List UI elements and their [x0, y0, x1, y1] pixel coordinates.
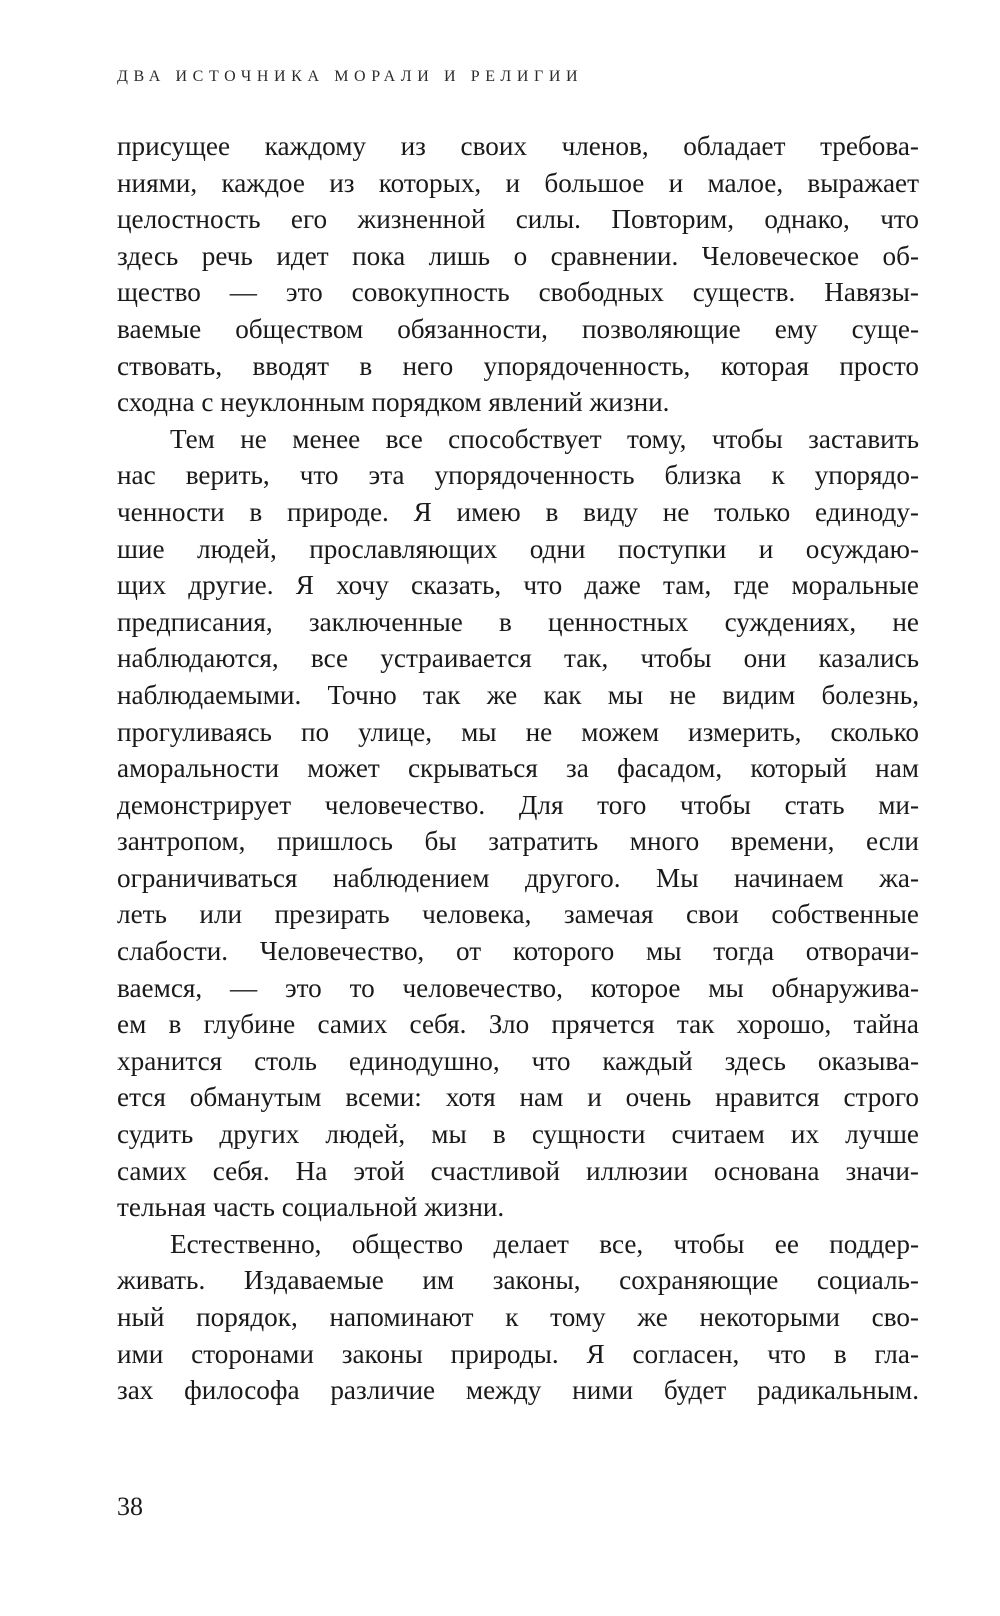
text-line: зах философа различие между ними будет радикальным. [117, 1375, 919, 1406]
text-line: ниями, каждое из которых, и большое и малое, выражает [117, 167, 919, 198]
text-line: аморальности может скрываться за фасадом, который нам [117, 753, 919, 784]
text-line: Тем не менее все способствует тому, чтобы заставить [170, 423, 919, 454]
text-line: целостность его жизненной силы. Повторим, однако, что [117, 204, 919, 235]
text-line: слабости. Человечество, от которого мы тогда отворачи- [117, 936, 919, 967]
text-line: предписания, заключенные в ценностных суждениях, не [117, 606, 919, 637]
text-line: Естественно, общество делает все, чтобы ее поддер- [170, 1228, 919, 1259]
text-line: ный порядок, напоминают к тому же некоторыми сво- [117, 1302, 919, 1332]
text-line: хранится столь единодушно, что каждый здесь оказыва- [117, 1045, 919, 1076]
text-line: тельная часть социальной жизни. [117, 1192, 505, 1223]
text-line: присущее каждому из своих членов, обладает требова- [117, 131, 919, 161]
text-line: ими сторонами законы природы. Я согласен, что в гла- [117, 1338, 919, 1369]
text-line: прогуливаясь по улице, мы не можем измерить, сколько [117, 716, 919, 747]
text-line: ется обманутым всеми: хотя нам и очень нравится строго [117, 1082, 919, 1113]
text-line: леть или презирать человека, замечая свои собственные [117, 899, 919, 930]
text-line: ваемые обществом обязанности, позволяющие ему суще- [117, 313, 919, 344]
body-text [117, 128, 919, 1409]
text-line: ваемся, — это то человечество, которое мы обнаружива- [117, 972, 919, 1003]
text-line: судить других людей, мы в сущности считаем их лучше [117, 1119, 919, 1150]
text-line: ограничиваться наблюдением другого. Мы начинаем жа- [117, 862, 919, 893]
text-line: зантропом, пришлось бы затратить много времени, если [117, 826, 919, 857]
text-line: наблюдаемыми. Точно так же как мы не видим болезнь, [117, 679, 919, 710]
text-line: щих другие. Я хочу сказать, что даже там, где моральные [117, 570, 919, 601]
page-number: 38 [117, 1492, 143, 1521]
text-line: ченности в природе. Я имею в виду не только единоду- [117, 496, 919, 527]
text-line: щество — это совокупность свободных существ. Навязы- [117, 277, 919, 308]
text-line: нас верить, что эта упорядоченность близка к упорядо- [117, 460, 919, 491]
running-head: ДВА ИСТОЧНИКА МОРАЛИ И РЕЛИГИИ [117, 68, 584, 85]
text-line: наблюдаются, все устраивается так, чтобы они казались [117, 643, 919, 674]
text-line: сходна с неуклонным порядком явлений жизни. [117, 387, 670, 418]
text-line: шие людей, прославляющих одни поступки и осуждаю- [117, 533, 919, 564]
text-line: ем в глубине самих себя. Зло прячется так хорошо, тайна [117, 1009, 919, 1040]
text-line: самих себя. На этой счастливой иллюзии основана значи- [117, 1155, 919, 1186]
text-line: демонстрирует человечество. Для того чтобы стать ми- [117, 789, 919, 820]
text-line: живать. Издаваемые им законы, сохраняющие социаль- [117, 1265, 919, 1296]
text-line: ствовать, вводят в него упорядоченность, которая просто [117, 350, 919, 381]
text-line: здесь речь идет пока лишь о сравнении. Человеческое об- [117, 240, 919, 271]
